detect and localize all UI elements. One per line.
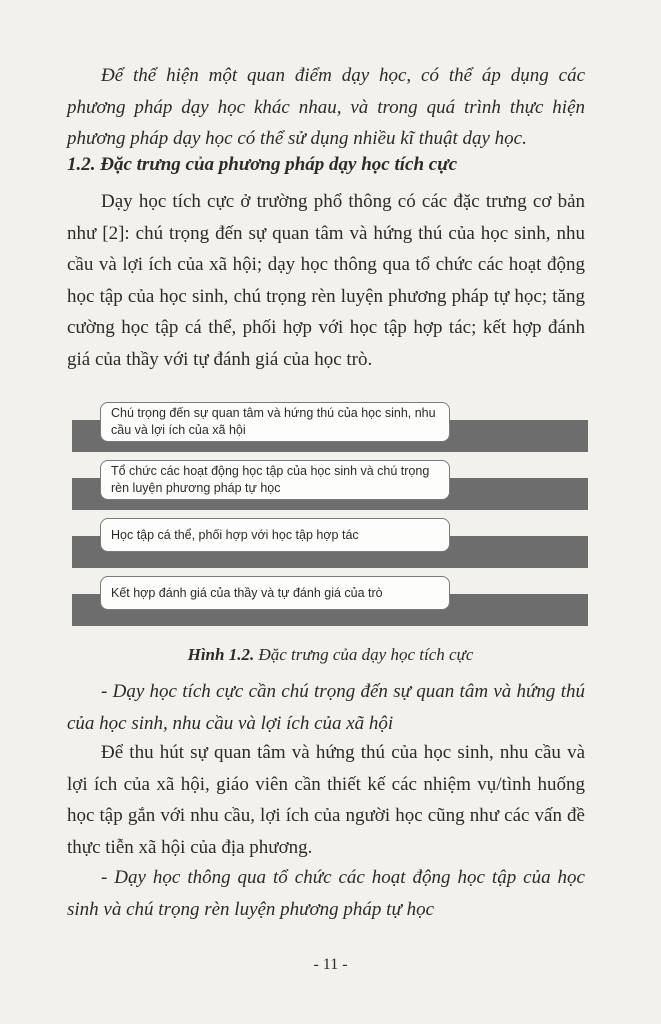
diagram-item-box <box>100 576 450 610</box>
diagram-item-label: Kết hợp đánh giá của thầy và tự đánh giá của trò <box>111 585 383 600</box>
figure-caption <box>0 645 661 665</box>
diagram-item-box <box>100 460 450 500</box>
diagram-item-label: Tổ chức các hoạt động học tập của học sinh và chú trọng rèn luyện phương pháp tự học <box>111 464 430 495</box>
figure-diagram <box>72 398 588 630</box>
diagram-item-label: Học tập cá thể, phối hợp với học tập hợp tác <box>111 527 359 542</box>
section-heading: 1.2. Đặc trưng của phương pháp dạy học tích cực <box>67 154 458 175</box>
diagram-item-label: Chú trọng đến sự quan tâm và hứng thú của học sinh, nhu cầu và lợi ích của xã hội <box>111 406 436 437</box>
point-1-title: - Dạy học tích cực cần chú trọng đến sự quan tâm và hứng thú của học sinh, nhu cầu và lợi ích của xã hội <box>67 681 585 734</box>
caption-text: Đặc trưng của dạy học tích cực <box>258 645 474 664</box>
diagram-item-box <box>100 402 450 442</box>
intro-paragraph: Để thể hiện một quan điểm dạy học, có thể áp dụng các phương pháp dạy học khác nhau, và trong quá trình thực hiện phương pháp dạy học có thể sử dụng nhiều kĩ thuật dạy học. <box>67 65 585 149</box>
caption-label: Hình 1.2. <box>187 645 255 664</box>
diagram-item-box <box>100 518 450 552</box>
point-2-title: - Dạy học thông qua tổ chức các hoạt động học tập của học sinh và chú trọng rèn luyện phương pháp tự học <box>67 867 585 920</box>
body-paragraph-2: Để thu hút sự quan tâm và hứng thú của học sinh, nhu cầu và lợi ích của xã hội, giáo viên cần thiết kế các nhiệm vụ/tình huống học tập gắn với nhu cầu, lợi ích của người học cũng như các vấn đề thực tiễn xã hội của địa phương. <box>67 742 585 858</box>
body-paragraph-1: Dạy học tích cực ở trường phổ thông có các đặc trưng cơ bản như [2]: chú trọng đến sự quan tâm và hứng thú của học sinh, nhu cầu và lợi ích của xã hội; dạy học thông qua tổ chức các hoạt động học tập của học sinh, chú trọng rèn luyện phương pháp tự học; tăng cường học tập cá thể, phối hợp với học tập hợp tác; kết hợp đánh giá của thầy với tự đánh giá của học trò. <box>67 191 585 370</box>
page-number: - 11 - <box>313 956 348 973</box>
